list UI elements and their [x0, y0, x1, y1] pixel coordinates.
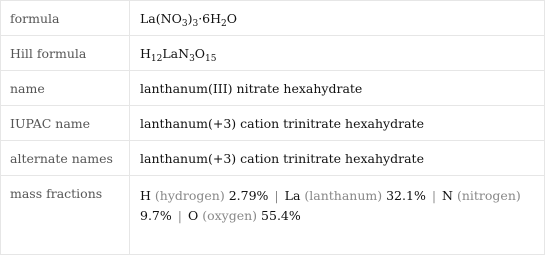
hill-part: LaN — [162, 45, 190, 61]
formula-subscript: 3 — [192, 18, 199, 29]
element-percent: 55.4% — [261, 208, 301, 223]
element-symbol: N — [442, 188, 453, 203]
hill-subscript: 15 — [205, 53, 217, 64]
alternate-names-value: lanthanum(+3) cation trinitrate hexahydrate — [130, 141, 545, 176]
mass-fractions-line — [140, 186, 536, 226]
hill-subscript: 3 — [189, 53, 195, 64]
mass-fraction-item — [140, 188, 268, 203]
mass-fractions-label: mass fractions — [1, 176, 130, 255]
formula-subscript: 3 — [181, 18, 188, 29]
element-percent: 32.1% — [386, 188, 426, 203]
element-symbol: La — [284, 188, 301, 203]
row-iupac-name — [1, 106, 545, 141]
element-symbol: H — [140, 188, 151, 203]
row-name — [1, 71, 545, 106]
element-percent: 9.7% — [140, 208, 172, 223]
formula-label: formula — [1, 1, 130, 36]
hill-part: O — [194, 45, 206, 61]
name-value: lanthanum(III) nitrate hexahydrate — [130, 71, 545, 106]
mass-fraction-item — [188, 208, 301, 223]
hill-part: H — [140, 45, 151, 61]
row-alternate-names — [1, 141, 545, 176]
row-mass-fractions — [1, 176, 545, 255]
name-label: name — [1, 71, 130, 106]
element-percent: 2.79% — [228, 188, 269, 203]
row-hill-formula — [1, 36, 545, 71]
alternate-names-label: alternate names — [1, 141, 130, 176]
formula-part: ) — [187, 10, 193, 26]
element-name: (lanthanum) — [304, 188, 383, 203]
iupac-name-label: IUPAC name — [1, 106, 130, 141]
mass-fractions-value — [130, 176, 545, 255]
formula-part: O — [226, 10, 237, 26]
mass-fraction-item — [285, 188, 426, 203]
element-name: (hydrogen) — [154, 188, 225, 203]
hill-formula-value — [130, 36, 545, 71]
row-formula — [1, 1, 545, 36]
separator: | — [431, 188, 437, 203]
separator: | — [177, 208, 182, 223]
formula-value — [130, 1, 545, 36]
element-name: (oxygen) — [202, 208, 258, 223]
separator: | — [274, 188, 279, 203]
formula-part: ·6H — [198, 10, 222, 26]
element-name: (nitrogen) — [456, 188, 521, 203]
formula-subscript: 2 — [221, 18, 227, 29]
element-symbol: O — [187, 208, 199, 223]
iupac-name-value: lanthanum(+3) cation trinitrate hexahydrate — [130, 106, 545, 141]
hill-subscript: 12 — [150, 53, 163, 64]
formula-part: La(NO — [140, 10, 182, 26]
hill-formula-label: Hill formula — [1, 36, 130, 71]
